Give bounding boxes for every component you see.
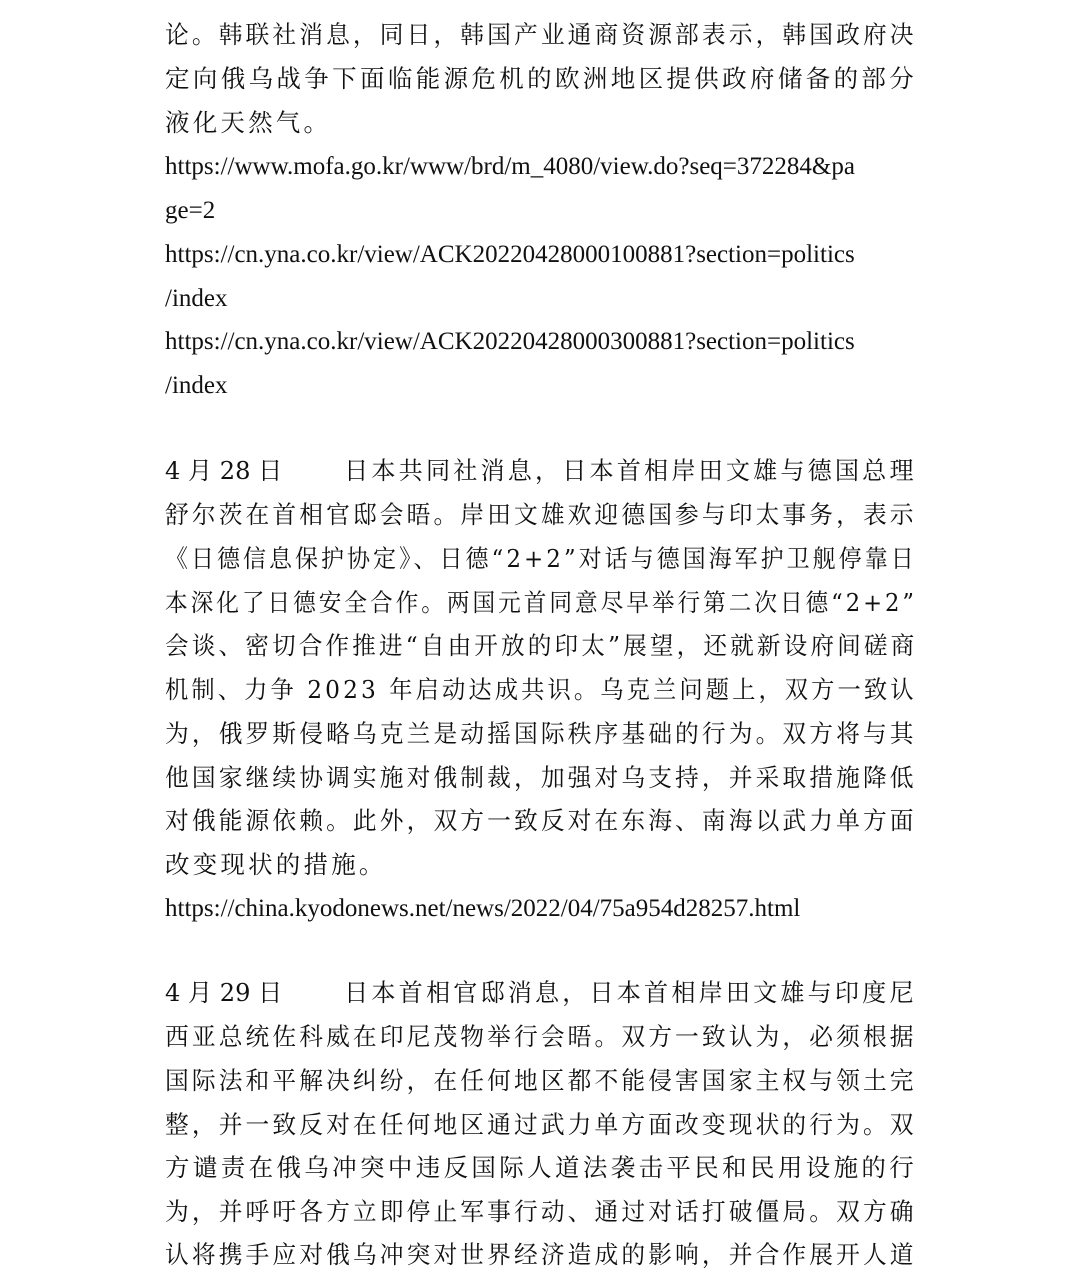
text-line: 为，并呼吁各方立即停止军事行动、通过对话打破僵局。双方确 [165,1197,917,1226]
text-line: 《日德信息保护协定》、日德“2+2”对话与德国海军护卫舰停靠日 [165,544,917,573]
text-line: 西亚总统佐科威在印尼茂物举行会晤。双方一致认为，必须根据 [165,1022,917,1051]
source-link[interactable]: https://china.kyodonews.net/news/2022/04/75a954d28257.html [165,895,801,922]
source-link[interactable]: https://www.mofa.go.kr/www/brd/m_4080/view.do?seq=372284&pa [165,153,855,180]
text-line: 对俄能源依赖。此外，双方一致反对在东海、南海以武力单方面 [165,806,917,835]
source-link-continued[interactable]: /index [165,285,228,312]
text-line: 国际法和平解决纠纷，在任何地区都不能侵害国家主权与领土完 [165,1066,917,1095]
source-link[interactable]: https://cn.yna.co.kr/view/ACK20220428000100881?section=politics [165,241,855,268]
text-line: 本深化了日德安全合作。两国元首同意尽早举行第二次日德“2+2” [165,588,917,617]
text-line: 他国家继续协调实施对俄制裁，加强对乌支持，并采取措施降低 [165,763,917,792]
source-link-continued[interactable]: /index [165,372,228,399]
text-line: 为，俄罗斯侵略乌克兰是动摇国际秩序基础的行为。双方将与其 [165,719,917,748]
source-link[interactable]: https://cn.yna.co.kr/view/ACK20220428000300881?section=politics [165,328,855,355]
source-link-continued[interactable]: ge=2 [165,197,216,224]
text-line: 改变现状的措施。 [165,850,387,879]
entry-date: 4 月 29 日 [165,978,283,1007]
text-line: 舒尔茨在首相官邸会晤。岸田文雄欢迎德国参与印太事务，表示 [165,500,917,529]
document-page [165,0,917,1269]
text-line: 定向俄乌战争下面临能源危机的欧洲地区提供政府储备的部分 [165,64,917,93]
text-line: 方谴责在俄乌冲突中违反国际人道法袭击平民和民用设施的行 [165,1153,917,1182]
entry-first-line [165,978,917,1008]
text-line: 会谈、密切合作推进“自由开放的印太”展望，还就新设府间磋商 [165,631,917,660]
text-line: 认将携手应对俄乌冲突对世界经济造成的影响，并合作展开人道 [165,1240,917,1269]
entry-text: 日本首相官邸消息，日本首相岸田文雄与印度尼 [344,978,917,1007]
entry-date: 4 月 28 日 [165,456,283,485]
text-line: 液化天然气。 [165,108,332,137]
entry-text: 日本共同社消息，日本首相岸田文雄与德国总理 [344,456,917,485]
text-line: 论。韩联社消息，同日，韩国产业通商资源部表示，韩国政府决 [165,20,917,49]
text-line: 整，并一致反对在任何地区通过武力单方面改变现状的行为。双 [165,1110,917,1139]
text-line: 机制、力争 2023 年启动达成共识。乌克兰问题上，双方一致认 [165,675,917,704]
entry-first-line [165,456,917,486]
